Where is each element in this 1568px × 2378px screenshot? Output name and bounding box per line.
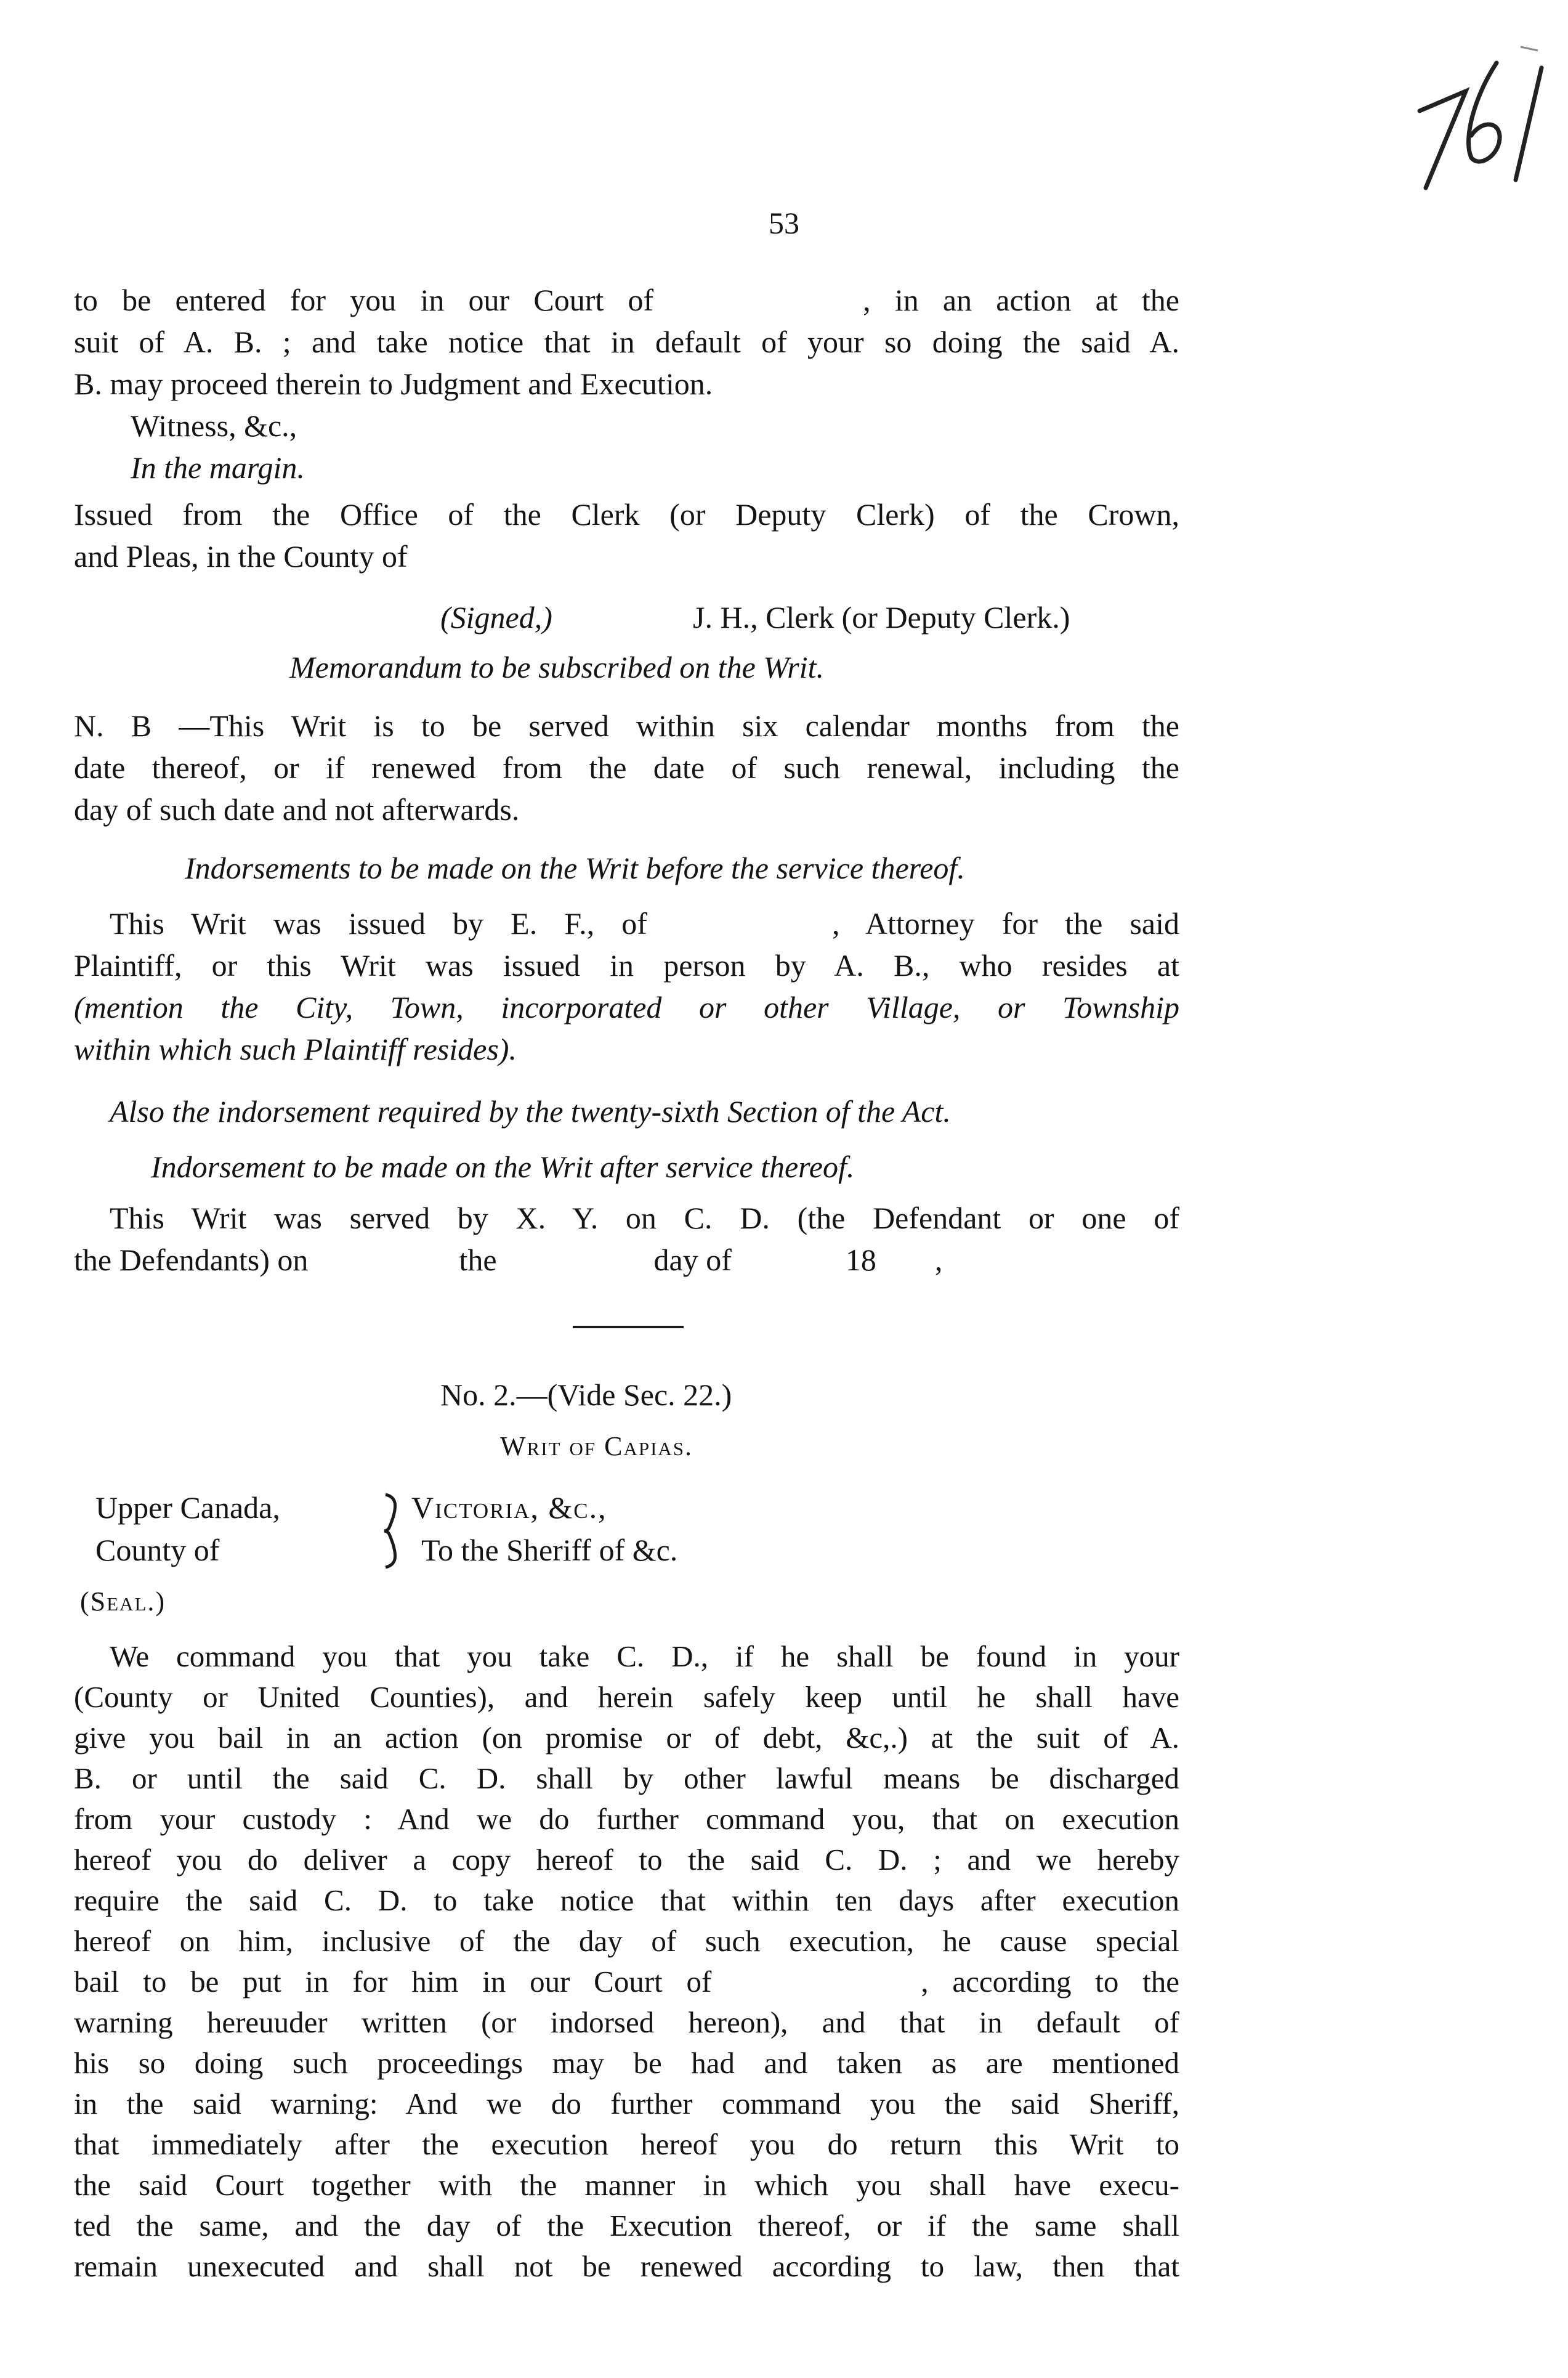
- folio-handwritten-number: [1407, 37, 1549, 191]
- issued-line1: Issued from the Office of the Clerk (or Deputy Clerk) of the Crown,: [74, 497, 1179, 532]
- capias-line-4: B. or until the said C. D. shall by other lawful means be discharged: [74, 1761, 1179, 1795]
- caption-sovereign: Victoria, &c.,: [411, 1490, 607, 1525]
- issued-by-line1: This Writ was issued by E. F., of , Attorney for the said: [110, 906, 1179, 941]
- capias-line-2: (County or United Counties), and herein safely keep until he shall have: [74, 1680, 1179, 1714]
- capias-line-9: bail to be put in for him in our Court of , according to the: [74, 1965, 1179, 1999]
- caption-brace: [381, 1492, 403, 1570]
- caption-county: County of: [95, 1533, 220, 1567]
- section-divider: [573, 1326, 684, 1328]
- capias-line-12: in the said warning: And we do further command you the said Sheriff,: [74, 2087, 1179, 2120]
- witness-line: Witness, &c.,: [131, 408, 297, 443]
- issued-line2: and Pleas, in the County of: [74, 539, 408, 574]
- para1-line3: B. may proceed therein to Judgment and Execution.: [74, 367, 713, 401]
- para1-line2: suit of A. B. ; and take notice that in default of your so doing the said A.: [74, 325, 1179, 359]
- nb-line1: N. B —This Writ is to be served within six calendar months from the: [74, 708, 1179, 743]
- capias-line-16: remain unexecuted and shall not be renewed according to law, then that: [74, 2249, 1179, 2283]
- issued-by-line2: Plaintiff, or this Writ was issued in person by A. B., who resides at: [74, 948, 1179, 983]
- capias-line-10: warning hereuuder written (or indorsed hereon), and that in default of: [74, 2005, 1179, 2039]
- caption-province: Upper Canada,: [95, 1490, 280, 1525]
- form-title: Writ of Capias.: [500, 1431, 693, 1461]
- capias-line-3: give you bail in an action (on promise or of debt, &c,.) at the suit of A.: [74, 1721, 1179, 1755]
- capias-line-13: that immediately after the execution hereof you do return this Writ to: [74, 2127, 1179, 2161]
- served-line1: This Writ was served by X. Y. on C. D. (the Defendant or one of: [110, 1201, 1179, 1235]
- signed-label: (Signed,): [440, 600, 552, 635]
- capias-line-1: We command you that you take C. D., if he shall be found in your: [110, 1639, 1179, 1673]
- capias-line-5: from your custody : And we do further command you, that on execution: [74, 1802, 1179, 1836]
- seal-mark: (Seal.): [80, 1586, 166, 1617]
- capias-line-8: hereof on him, inclusive of the day of such execution, he cause special: [74, 1924, 1179, 1958]
- capias-line-14: the said Court together with the manner in which you shall have execu-: [74, 2168, 1179, 2202]
- in-margin-note: In the margin.: [131, 450, 305, 485]
- also-indorsement-heading: Also the indorsement required by the twenty-sixth Section of the Act.: [110, 1094, 951, 1129]
- capias-line-7: require the said C. D. to take notice that within ten days after execution: [74, 1883, 1179, 1917]
- capias-line-11: his so doing such proceedings may be had and taken as are mentioned: [74, 2046, 1179, 2080]
- page-number: 53: [769, 206, 799, 240]
- issued-by-line4: within which such Plaintiff resides).: [74, 1032, 517, 1066]
- nb-line2: date thereof, or if renewed from the date of such renewal, including the: [74, 750, 1179, 785]
- capias-line-15: ted the same, and the day of the Execution thereof, or if the same shall: [74, 2209, 1179, 2242]
- served-line2: the Defendants) on the day of 18 ,: [74, 1243, 943, 1277]
- indorsements-before-heading: Indorsements to be made on the Writ before the service thereof.: [185, 851, 965, 885]
- form-number: No. 2.—(Vide Sec. 22.): [440, 1378, 732, 1412]
- indorsement-after-heading: Indorsement to be made on the Writ after service thereof.: [151, 1150, 855, 1184]
- para1-line1: to be entered for you in our Court of , in an action at the: [74, 283, 1180, 317]
- issued-by-line3: (mention the City, Town, incorporated or other Village, or Township: [74, 990, 1179, 1025]
- memorandum-heading: Memorandum to be subscribed on the Writ.: [289, 650, 824, 684]
- caption-addressee: To the Sheriff of &c.: [421, 1533, 678, 1567]
- nb-line3: day of such date and not afterwards.: [74, 792, 520, 827]
- signed-name: J. H., Clerk (or Deputy Clerk.): [693, 600, 1070, 635]
- capias-line-6: hereof you do deliver a copy hereof to the said C. D. ; and we hereby: [74, 1843, 1179, 1877]
